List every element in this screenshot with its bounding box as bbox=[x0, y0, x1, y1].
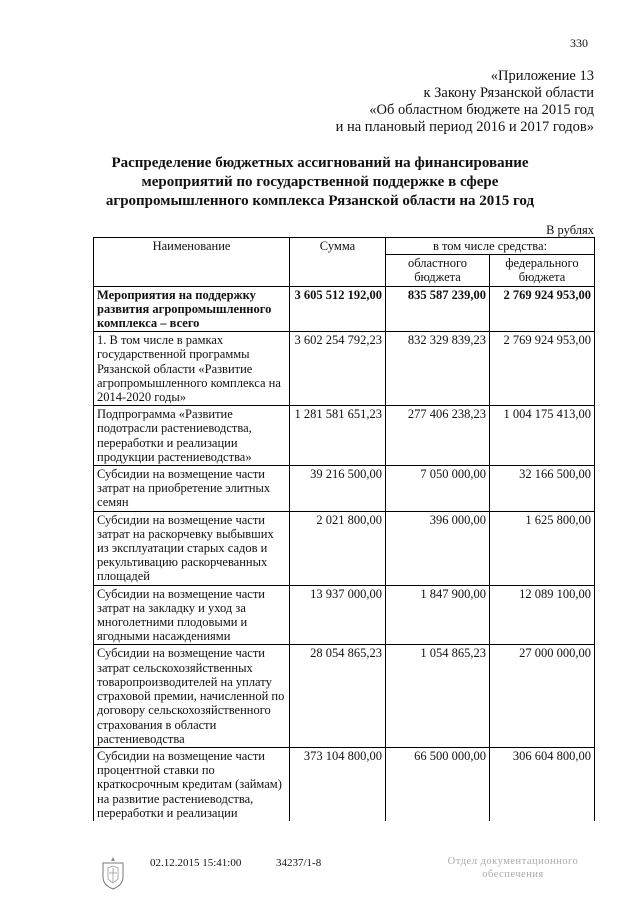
row-name: Субсидии на возмещение части затрат на закладку и уход за многолетними плодовыми и ягодными насаждениями bbox=[94, 585, 290, 645]
row-regional: 277 406 238,23 bbox=[386, 406, 490, 466]
table-row bbox=[94, 406, 595, 466]
document-title bbox=[80, 154, 560, 211]
row-regional: 835 587 239,00 bbox=[386, 286, 490, 332]
header-including: в том числе средства: bbox=[386, 238, 595, 255]
row-sum: 2 021 800,00 bbox=[290, 511, 386, 585]
row-name: Субсидии на возмещение части затрат на приобретение элитных семян bbox=[94, 466, 290, 512]
table-row bbox=[94, 332, 595, 406]
table-row bbox=[94, 645, 595, 747]
row-name: Субсидии на возмещение части затрат сельскохозяйственных товаропроизводителей на уплату страховой премии, начисленной по договору сельскохозяйственного страхования в области растениеводства bbox=[94, 645, 290, 747]
stamp-doc-number: 34237/1-8 bbox=[276, 857, 322, 869]
budget-table bbox=[93, 237, 595, 821]
row-federal: 2 769 924 953,00 bbox=[490, 286, 595, 332]
table-row bbox=[94, 466, 595, 512]
table-row bbox=[94, 286, 595, 332]
row-sum: 39 216 500,00 bbox=[290, 466, 386, 512]
table-row bbox=[94, 585, 595, 645]
row-regional: 7 050 000,00 bbox=[386, 466, 490, 512]
appendix-line: «Приложение 13 bbox=[490, 68, 594, 84]
row-sum: 13 937 000,00 bbox=[290, 585, 386, 645]
row-regional: 1 054 865,23 bbox=[386, 645, 490, 747]
row-federal: 306 604 800,00 bbox=[490, 747, 595, 821]
appendix-header bbox=[336, 68, 594, 136]
row-federal: 1 625 800,00 bbox=[490, 511, 595, 585]
row-sum: 3 602 254 792,23 bbox=[290, 332, 386, 406]
row-federal: 27 000 000,00 bbox=[490, 645, 595, 747]
coat-of-arms-icon bbox=[100, 855, 126, 894]
page-number: 330 bbox=[570, 36, 588, 50]
row-sum: 1 281 581 651,23 bbox=[290, 406, 386, 466]
header-name: Наименование bbox=[94, 238, 290, 287]
header-regional: областного бюджета bbox=[386, 255, 490, 286]
row-federal: 12 089 100,00 bbox=[490, 585, 595, 645]
title-line: мероприятий по государственной поддержке в сфере bbox=[141, 174, 499, 190]
appendix-line: и на плановый период 2016 и 2017 годов» bbox=[335, 119, 594, 135]
page-footer bbox=[0, 855, 640, 895]
row-regional: 1 847 900,00 bbox=[386, 585, 490, 645]
table-row bbox=[94, 747, 595, 821]
row-name: Субсидии на возмещение части затрат на раскорчевку выбывших из эксплуатации старых садов и рекультивацию раскорчеванных площадей bbox=[94, 511, 290, 585]
table-row bbox=[94, 511, 595, 585]
stamp-timestamp: 02.12.2015 15:41:00 bbox=[150, 857, 242, 869]
row-regional: 66 500 000,00 bbox=[386, 747, 490, 821]
header-federal: федерального бюджета bbox=[490, 255, 595, 286]
row-regional: 832 329 839,23 bbox=[386, 332, 490, 406]
row-federal: 32 166 500,00 bbox=[490, 466, 595, 512]
appendix-line: к Закону Рязанской области bbox=[423, 85, 594, 101]
row-regional: 396 000,00 bbox=[386, 511, 490, 585]
row-federal: 2 769 924 953,00 bbox=[490, 332, 595, 406]
header-sum: Сумма bbox=[290, 238, 386, 287]
row-name: Подпрограмма «Развитие подотрасли растениеводства, переработки и реализации продукции растениеводства» bbox=[94, 406, 290, 466]
row-name: 1. В том числе в рамках государственной программы Рязанской области «Развитие агропромышленного комплекса на 2014-2020 годы» bbox=[94, 332, 290, 406]
appendix-line: «Об областном бюджете на 2015 год bbox=[369, 102, 594, 118]
row-name: Субсидии на возмещение части процентной ставки по краткосрочным кредитам (займам) на развитие растениеводства, переработки и реализации bbox=[94, 747, 290, 821]
row-name: Мероприятия на поддержку развития агропромышленного комплекса – всего bbox=[94, 286, 290, 332]
department-stamp: Отдел документационного обеспечения bbox=[447, 856, 579, 880]
row-sum: 373 104 800,00 bbox=[290, 747, 386, 821]
row-sum: 3 605 512 192,00 bbox=[290, 286, 386, 332]
row-sum: 28 054 865,23 bbox=[290, 645, 386, 747]
units-label: В рублях bbox=[546, 223, 594, 237]
row-federal: 1 004 175 413,00 bbox=[490, 406, 595, 466]
title-line: агропромышленного комплекса Рязанской области на 2015 год bbox=[105, 193, 535, 209]
title-line: Распределение бюджетных ассигнований на финансирование bbox=[111, 155, 529, 171]
